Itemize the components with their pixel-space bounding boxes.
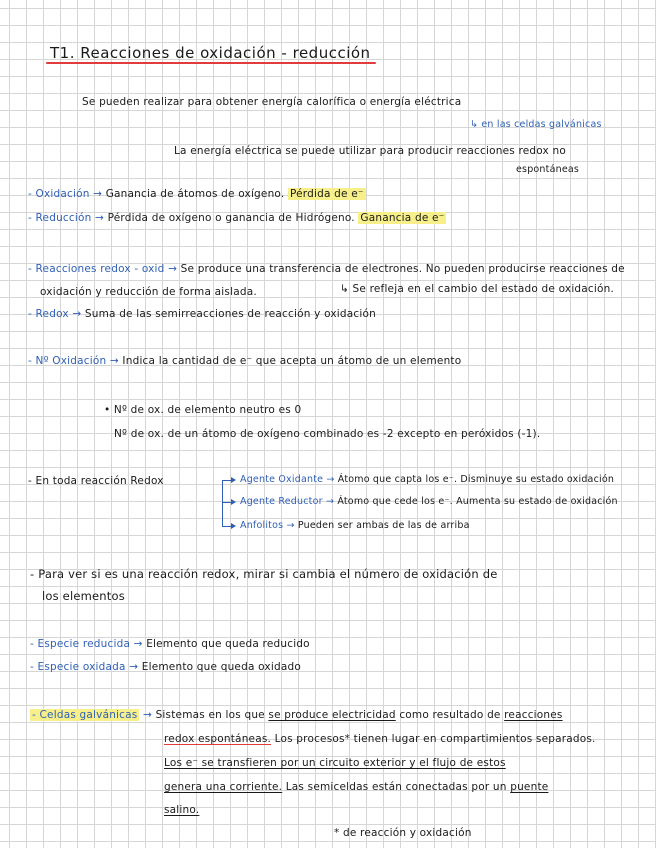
intro-line-1: Se pueden realizar para obtener energía calorífica o energía eléctrica xyxy=(82,96,462,108)
celdas-footnote: * de reacción y oxidación xyxy=(334,827,472,839)
num-ox-term: - Nº Oxidación → xyxy=(28,355,119,367)
title-underline xyxy=(46,62,376,64)
bracket-arrow-2 xyxy=(231,499,236,505)
oxidacion-highlight: Pérdida de e⁻ xyxy=(289,188,364,200)
especie-oxidada-def: Elemento que queda oxidado xyxy=(141,661,301,673)
bracket-arrow-3 xyxy=(231,523,236,529)
bracket-line xyxy=(222,480,223,527)
reduccion-term: - Reducción → xyxy=(28,212,105,224)
agente-oxidante-row xyxy=(240,473,614,487)
redox-line-1: Se produce una transferencia de electrones. No pueden producirse reacciones de xyxy=(180,263,625,275)
redox-sum-term: - Redox → xyxy=(28,308,82,320)
intro-line-4: espontáneas xyxy=(516,164,580,175)
anfolitos-row xyxy=(240,519,470,533)
celdas-l2b: Los procesos* tienen lugar en compartimientos separados. xyxy=(274,733,596,745)
oxidacion-def: Ganancia de átomos de oxígeno. xyxy=(105,188,285,200)
intro-line-2: ↳ en las celdas galvánicas xyxy=(470,119,602,130)
redox-term: - Reacciones redox - oxid → xyxy=(28,263,178,275)
especie-reducida-term: - Especie reducida → xyxy=(30,638,143,650)
celdas-row-1 xyxy=(30,708,563,722)
redox-sum-row xyxy=(28,307,376,321)
celdas-l1c: como resultado de xyxy=(399,709,501,721)
redox-line-2: oxidación y reducción de forma aislada. xyxy=(40,286,257,298)
reduccion-row xyxy=(28,211,446,225)
redox-line-2b: ↳ Se refleja en el cambio del estado de oxidación. xyxy=(340,283,615,295)
celdas-l4b: Las semiceldas están conectadas por un xyxy=(285,781,507,793)
anfolitos-def: Pueden ser ambas de las de arriba xyxy=(297,520,470,531)
reduccion-def: Pérdida de oxígeno o ganancia de Hidrógeno. xyxy=(107,212,355,224)
especie-oxidada-row xyxy=(30,660,301,674)
reduccion-highlight: Ganancia de e⁻ xyxy=(360,212,445,224)
redox-row-1 xyxy=(28,262,625,276)
toda-reaccion-lead: - En toda reacción Redox xyxy=(28,475,164,487)
celdas-l5: salino. xyxy=(164,804,200,816)
page-title: T1. Reacciones de oxidación - reducción xyxy=(50,44,371,62)
anfolitos-term: Anfolitos → xyxy=(240,520,295,531)
bracket-arrow-1 xyxy=(231,477,236,483)
celdas-row-4 xyxy=(164,780,548,794)
oxidacion-row xyxy=(28,187,366,201)
agente-oxidante-def: Átomo que capta los e⁻. Disminuye su estado oxidación xyxy=(337,474,615,485)
celdas-l1b: se produce electricidad xyxy=(268,709,396,721)
celdas-row-3 xyxy=(164,756,506,770)
celdas-arrow: → xyxy=(143,709,153,721)
celdas-l1a: Sistemas en los que xyxy=(155,709,265,721)
agente-reductor-def: Átomo que cede los e⁻. Aumenta su estado de oxidación xyxy=(337,496,618,507)
num-ox-sub-1: • Nº de ox. de elemento neutro es 0 xyxy=(104,404,302,416)
celdas-row-5 xyxy=(164,803,199,817)
especie-reducida-def: Elemento que queda reducido xyxy=(146,638,310,650)
especie-oxidada-term: - Especie oxidada → xyxy=(30,661,139,673)
celdas-l1d: reacciones xyxy=(504,709,563,721)
celdas-term: - Celdas galvánicas xyxy=(32,709,138,721)
num-ox-sub-2: Nº de ox. de un átomo de oxígeno combinado es -2 excepto en peróxidos (-1). xyxy=(114,428,541,440)
agente-reductor-row xyxy=(240,495,618,509)
especie-reducida-row xyxy=(30,637,310,651)
celdas-l3: Los e⁻ se transfieren por un circuito exterior y el flujo de estos xyxy=(164,757,506,769)
oxidacion-term: - Oxidación → xyxy=(28,188,103,200)
num-ox-row xyxy=(28,354,461,368)
celdas-l4a: genera una corriente. xyxy=(164,781,283,793)
agente-reductor-term: Agente Reductor → xyxy=(240,496,335,507)
num-ox-def: Indica la cantidad de e⁻ que acepta un átomo de un elemento xyxy=(122,355,462,367)
celdas-l2a: redox espontáneas. xyxy=(164,733,272,745)
agente-oxidante-term: Agente Oxidante → xyxy=(240,474,335,485)
intro-line-3: La energía eléctrica se puede utilizar para producir reacciones redox no xyxy=(174,145,566,157)
redox-sum-def: Suma de las semirreacciones de reacción y oxidación xyxy=(84,308,376,320)
celdas-l4c: puente xyxy=(510,781,549,793)
para-ver-line-1: - Para ver si es una reacción redox, mirar si cambia el número de oxidación de xyxy=(30,567,498,581)
celdas-row-2 xyxy=(164,732,596,746)
para-ver-line-2: los elementos xyxy=(42,589,125,603)
